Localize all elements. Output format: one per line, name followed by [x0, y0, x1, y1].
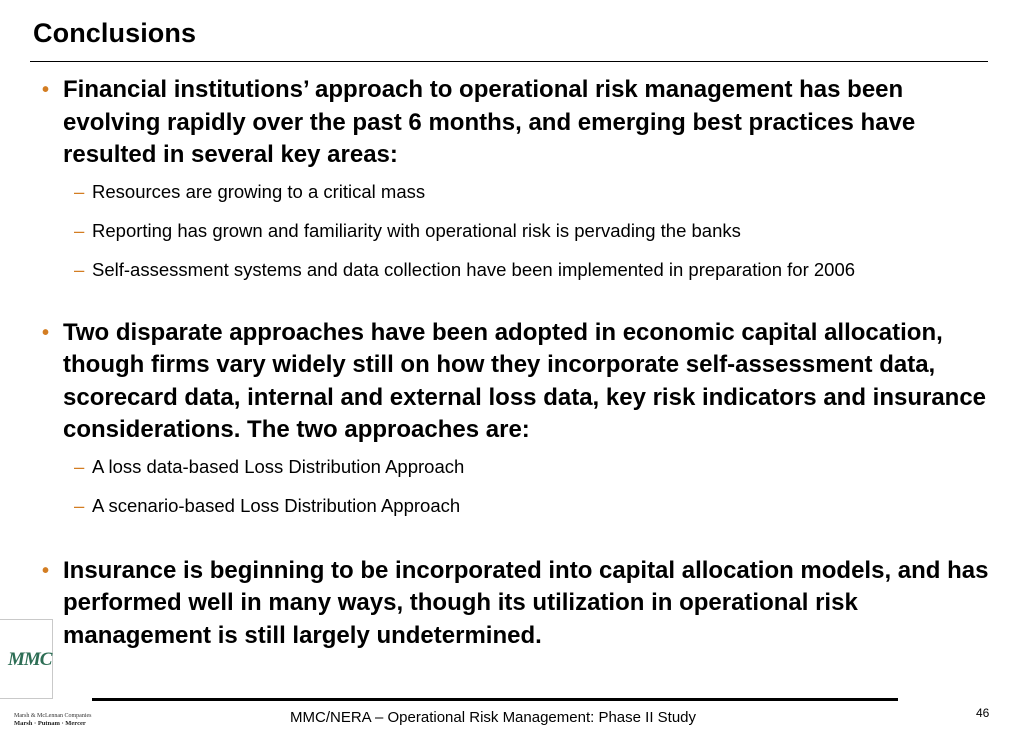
sub-item: [74, 455, 992, 478]
section-3: [42, 555, 992, 653]
sub-list: [74, 455, 992, 517]
footer-text: MMC/NERA – Operational Risk Management: Phase II Study: [290, 709, 697, 726]
bullet-item: [42, 74, 992, 172]
sub-item: [74, 258, 992, 281]
brand-names: Marsh · Putnam · Mercer: [14, 720, 86, 727]
dash-icon: –: [74, 180, 85, 202]
sub-text: Self-assessment systems and data collection have been implemented in preparation for 2006: [92, 258, 856, 280]
title-divider: [30, 61, 988, 62]
sub-item: [74, 180, 992, 203]
dash-icon: –: [74, 258, 85, 280]
mmc-logo: [0, 619, 53, 699]
section-2: [42, 317, 992, 517]
company-name: Marsh & McLennan Companies: [14, 713, 92, 719]
sub-item: [74, 494, 992, 517]
bullet-text: Two disparate approaches have been adopted in economic capital allocation, though firms vary widely still on how they incorporate self-assessment data, scorecard data, internal and external loss data, key risk indicators and insurance considerations. The two approaches are:: [63, 318, 987, 443]
mmc-logo-mark: MMC: [8, 649, 52, 670]
bullet-item: [42, 555, 992, 653]
bullet-item: [42, 317, 992, 447]
dash-icon: –: [74, 494, 85, 516]
sub-item: [74, 219, 992, 242]
dash-icon: –: [74, 219, 85, 241]
slide-title: Conclusions: [33, 18, 197, 48]
bullet-dot-icon: •: [42, 559, 50, 582]
bullet-dot-icon: •: [42, 321, 50, 344]
page-number: 46: [976, 706, 990, 720]
footer-divider: [92, 698, 898, 701]
bullet-dot-icon: •: [42, 79, 50, 101]
bullet-text: Financial institutions’ approach to operational risk management has been evolving rapidly over the past 6 months, and emerging best practices have resulted in several key areas:: [63, 76, 916, 168]
sub-text: A scenario-based Loss Distribution Approach: [92, 494, 461, 516]
sub-text: Resources are growing to a critical mass: [92, 180, 426, 202]
section-1: [42, 74, 992, 281]
sub-text: A loss data-based Loss Distribution Approach: [92, 455, 465, 477]
slide-content: [42, 74, 992, 652]
sub-text: Reporting has grown and familiarity with operational risk is pervading the banks: [92, 219, 741, 241]
sub-list: [74, 180, 992, 281]
dash-icon: –: [74, 455, 85, 477]
bullet-text: Insurance is beginning to be incorporated into capital allocation models, and has performed well in many ways, though its utilization in operational risk management is still largely undetermined.: [63, 556, 989, 649]
